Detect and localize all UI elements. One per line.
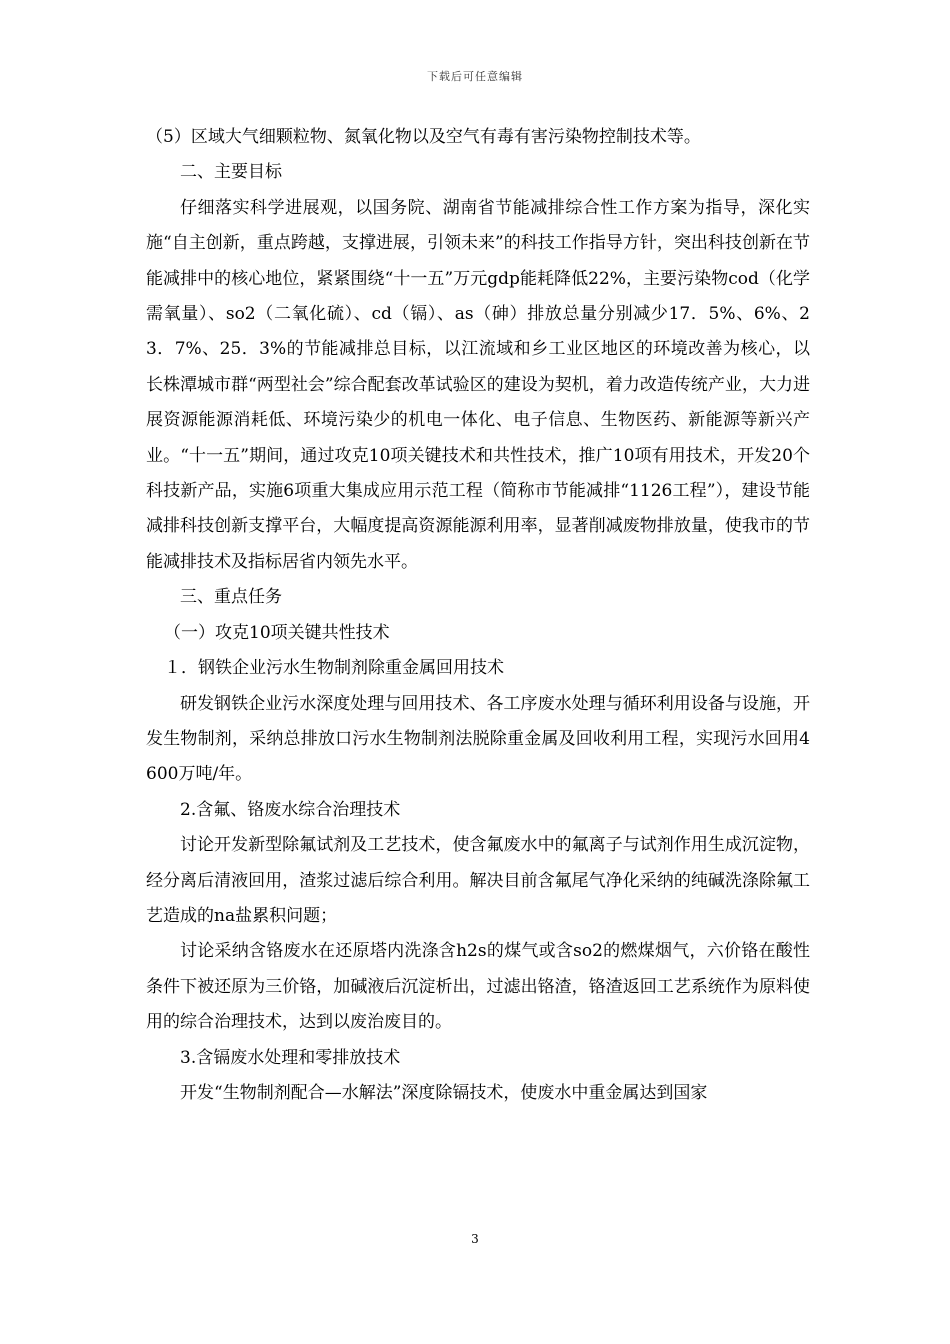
paragraph-item-1: 研发钢铁企业污水深度处理与回用技术、各工序废水处理与循环利用设备与设施，开发生物制剂，采纳总排放口污水生物制剂法脱除重金属及回收利用工程，实现污水回用4600万吨/年。 [146, 693, 810, 785]
section-heading-goals: 二、主要目标 [180, 162, 282, 183]
paragraph-item-5: （5）区域大气细颗粒物、氮氧化物以及空气有毒有害污染物控制技术等。 [146, 127, 701, 147]
paragraph-goals: 仔细落实科学进展观，以国务院、湖南省节能减排综合性工作方案为指导，深化实施“自主创新，重点跨越，支撑进展，引领未来”的科技工作指导方针，突出科技创新在节能减排中的核心地位，紧紧围绕“十一五”万元gdp能耗降低22%，主要污染物cod（化学需氧量）、so2（二氧化硫）、cd（镉）、as（砷）排放总量分别减少17．5%、6%、23．7%、25．3%的节能减排总目标，以江流域和乡工业区地区的环境改善为核心，以长株潭城市群“两型社会”综合配套改革试验区的建设为契机，着力改造传统产业，大力进展资源能源消耗低、环境污染少的机电一体化、电子信息、生物医药、新能源等新兴产业。“十一五”期间，通过攻克10项关键技术和共性技术，推广10项有用技术，开发20个科技新产品，实施6项重大集成应用示范工程（简称市节能减排“1126工程”），建设节能减排科技创新支撑平台，大幅度提高资源能源利用率，显著削减废物排放量，使我市的节能减排技术及指标居省内领先水平。 [146, 197, 810, 572]
section-heading-tasks: 三、重点任务 [180, 587, 282, 608]
page-header: 下载后可任意编辑 [427, 70, 523, 83]
page-number: 3 [471, 1232, 479, 1246]
paragraph-item-2a: 讨论开发新型除氟试剂及工艺技术，使含氟废水中的氟离子与试剂作用生成沉淀物，经分离后清液回用，渣浆过滤后综合利用。解决目前含氟尾气净化采纳的纯碱洗涤除氟工艺造成的na盐累积问题； [146, 835, 810, 926]
paragraph-item-2b: 讨论采纳含铬废水在还原塔内洗涤含h2s的煤气或含so2的燃煤烟气，六价铬在酸性条件下被还原为三价铬，加碱液后沉淀析出，过滤出铬渣，铬渣返回工艺系统作为原料使用的综合治理技术，达到以废治废目的。 [146, 941, 810, 1033]
subsection-heading-key-tech: （一）攻克10项关键共性技术 [164, 622, 390, 643]
document-body [146, 120, 810, 1111]
item-heading-3: 3.含镉废水处理和零排放技术 [180, 1047, 401, 1068]
paragraph-item-3: 开发“生物制剂配合—水解法”深度除镉技术，使废水中重金属达到国家 [180, 1082, 708, 1103]
item-heading-1: １．钢铁企业污水生物制剂除重金属回用技术 [164, 658, 504, 679]
item-heading-2: 2.含氟、铬废水综合治理技术 [180, 799, 401, 820]
